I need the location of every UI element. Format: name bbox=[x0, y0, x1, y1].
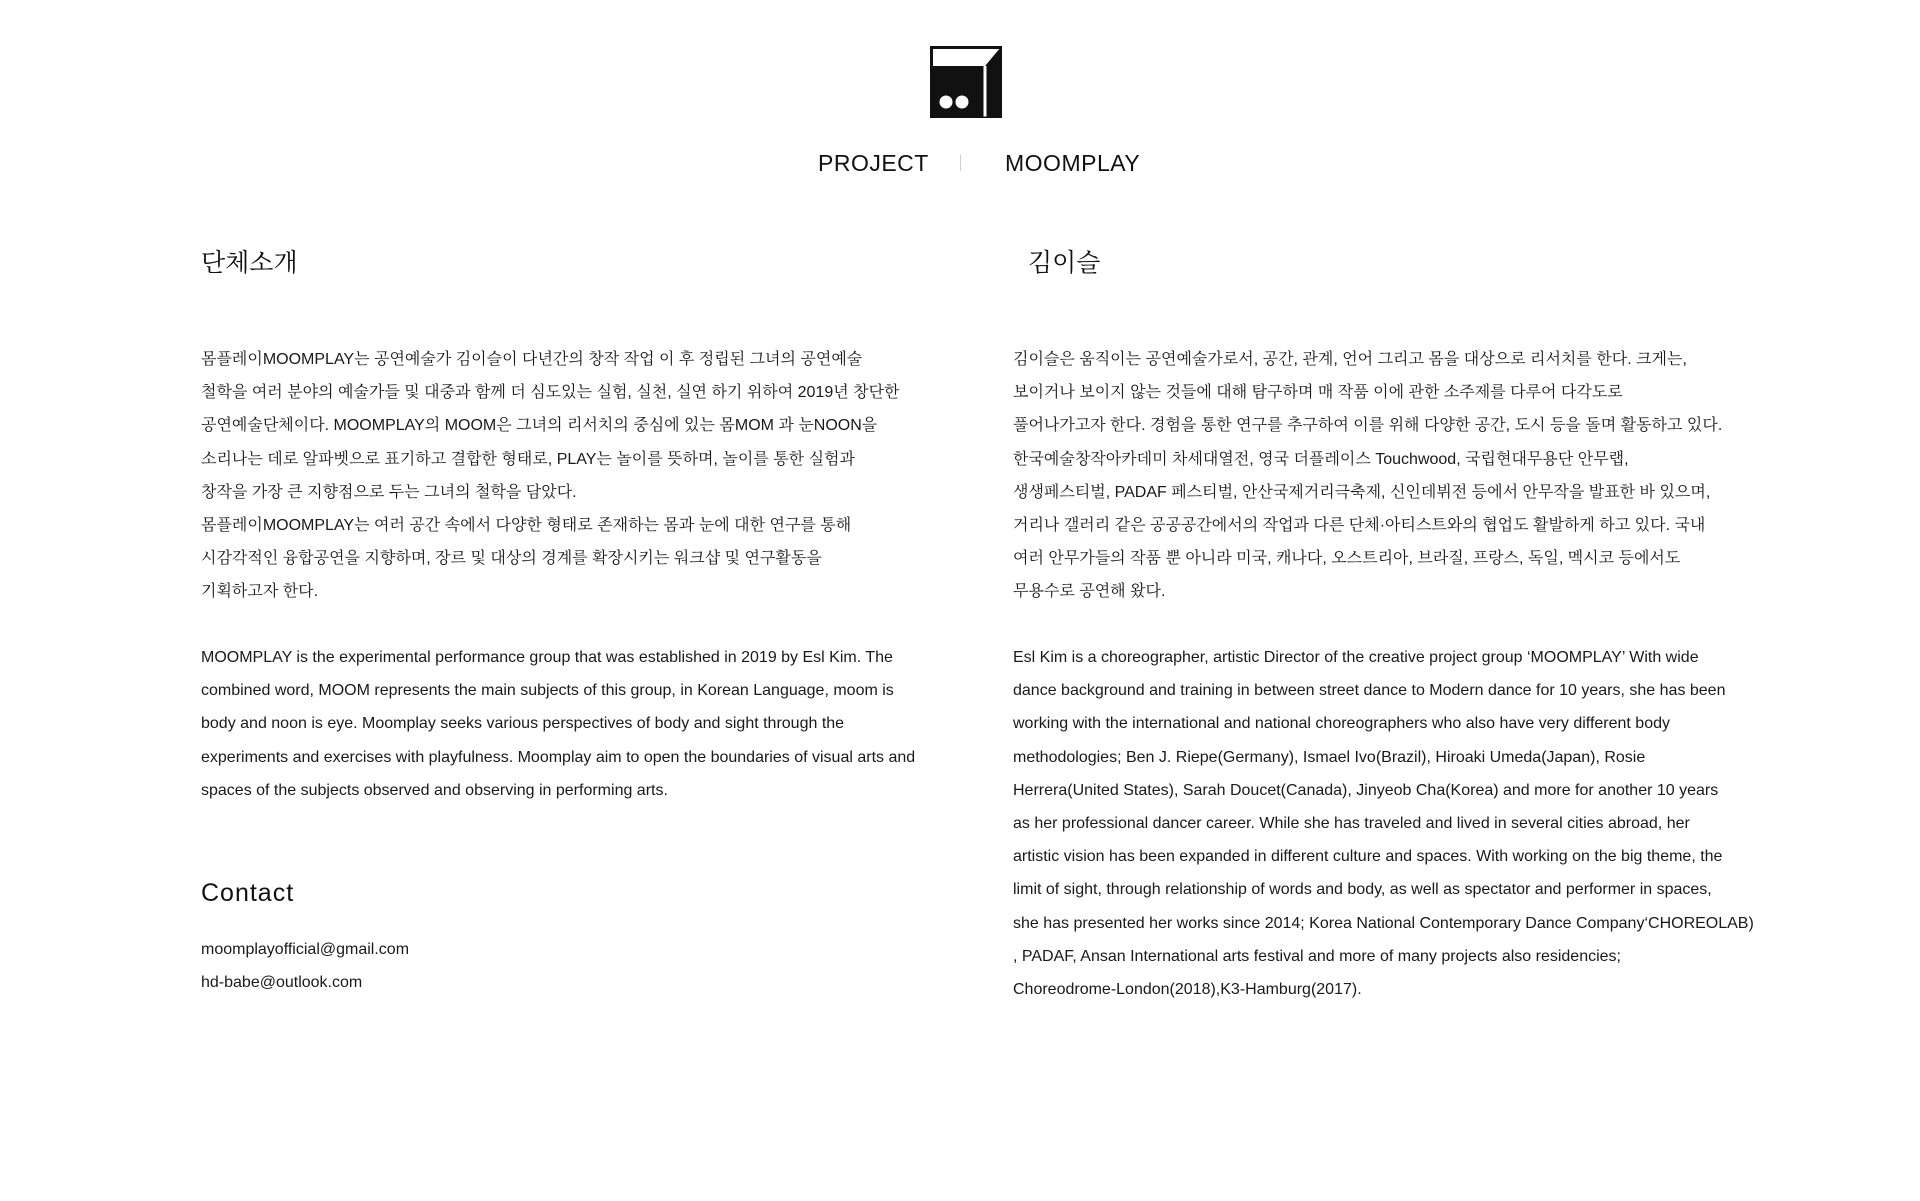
bio-english-text: Esl Kim is a choreographer, artistic Director of the creative project group ‘MOOMPLAY’ With wide dance background and training in between street dance to Modern dance for 10 years, she has been working with the international and national choreographers who also have very different body methodologies; Ben J. Riepe(Germany), Ismael Ivo(Brazil), Hiroaki Umeda(Japan), Rosie Herrera(United States), Sarah Doucet(Canada), Jinyeob Cha(Korea) and more for another 10 years as her professional dancer career. While she has traveled and lived in several cities abroad, her artistic vision has been expanded in different culture and spaces. With working on the big theme, the limit of sight, through relationship of words and body, as well as spectator and performer in spaces, she has presented her works since 2014; Korea National Contemporary Dance Company‘CHOREOLAB) , PADAF, Ansan International arts festival and more of many projects also residencies; Choreodrome-London(2018),K3-Hamburg(2017). bbox=[1013, 649, 1754, 999]
contact-list bbox=[201, 933, 409, 999]
nav-divider bbox=[960, 155, 961, 171]
intro-korean-text: 몸플레이MOOMPLAY는 공연예술가 김이슬이 다년간의 창작 작업 이 후 정립된 그녀의 공연예술 철학을 여러 분야의 예술가들 및 대중과 함께 더 심도있는 실험, 실천, 실연 하기 위하여 2019년 창단한 공연예술단체이다. MOOMPLAY의 MOOM은 그녀의 리서치의 중심에 있는 몸MOM 과 눈NOON을 소리나는 데로 알파벳으로 표기하고 결합한 형태로, PLAY는 놀이를 뜻하며, 놀이를 통한 실험과 창작을 가장 큰 지향점으로 두는 그녀의 철학을 담았다. 몸플레이MOOMPLAY는 여러 공간 속에서 다양한 형태로 존재하는 몸과 눈에 대한 연구를 통해 시감각적인 융합공연을 지향하며, 장르 및 대상의 경계를 확장시키는 워크샵 및 연구활동을 기획하고자 한다. bbox=[201, 351, 900, 601]
intro-english-text: MOOMPLAY is the experimental performance group that was established in 2019 by Esl Kim. The combined word, MOOM represents the main subjects of this group, in Korean Language, moom is body and noon is eye. Moomplay seeks various perspectives of body and sight through the experiments and exercises with playfulness. Moomplay aim to open the boundaries of visual arts and spaces of the subjects observed and observing in performing arts. bbox=[201, 649, 916, 799]
contact-title: Contact bbox=[201, 879, 295, 907]
bio-korean-text: 김이슬은 움직이는 공연예술가로서, 공간, 관계, 언어 그리고 몸을 대상으로 리서치를 한다. 크게는, 보이거나 보이지 않는 것들에 대해 탐구하며 매 작품 이에 관한 소주제를 다루어 다각도로 풀어나가고자 한다. 경험을 통한 연구를 추구하여 이를 위해 다양한 공간, 도시 등을 돌며 활동하고 있다. 한국예술창작아카데미 차세대열전, 영국 더플레이스 Touchwood, 국립현대무용단 안무랩, 생생페스티벌, PADAF 페스티벌, 안산국제거리극축제, 신인데뷔전 등에서 안무작을 발표한 바 있으며, 거리나 갤러리 같은 공공공간에서의 작업과 다른 단체·아티스트와의 협업도 활발하게 하고 있다. 국내 여러 안무가들의 작품 뿐 아니라 미국, 캐나다, 오스트리아, 브라질, 프랑스, 독일, 멕시코 등에서도 무용수로 공연해 왔다. bbox=[1013, 351, 1723, 601]
right-eye-icon bbox=[956, 96, 969, 109]
contact-email-item bbox=[201, 966, 409, 999]
left-eye-icon bbox=[940, 96, 953, 109]
contact-email-link[interactable]: hd-babe@outlook.com bbox=[201, 974, 363, 992]
intro-title: 단체소개 bbox=[201, 249, 298, 277]
nav-project-link[interactable]: PROJECT bbox=[818, 150, 929, 176]
contact-email-link[interactable]: moomplayofficial@gmail.com bbox=[201, 941, 410, 958]
contact-email-item bbox=[201, 933, 409, 966]
bio-title: 김이슬 bbox=[1028, 249, 1101, 277]
top-nav bbox=[0, 147, 1920, 179]
moomplay-logo-icon[interactable] bbox=[930, 46, 1002, 118]
nav-moomplay-link[interactable]: MOOMPLAY bbox=[1005, 150, 1141, 176]
